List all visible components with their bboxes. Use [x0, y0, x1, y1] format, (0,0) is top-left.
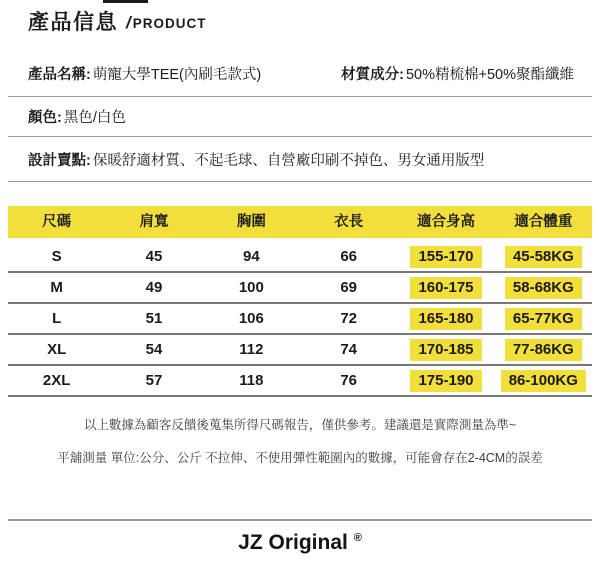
length-cell: 69	[340, 278, 357, 296]
weight-highlight: 77-86KG	[505, 339, 582, 361]
shoulder-cell: 51	[145, 309, 163, 327]
col-header-shoulder: 肩寬	[139, 214, 169, 230]
length-cell: 74	[340, 340, 357, 358]
material-pair	[341, 63, 574, 84]
height-cell	[397, 277, 494, 299]
weight-highlight: 86-100KG	[501, 370, 586, 392]
chest-cell: 106	[238, 309, 264, 327]
size-chart-header-row	[8, 206, 592, 238]
height-highlight: 165-180	[410, 308, 481, 330]
col-header-length: 衣長	[334, 214, 364, 230]
material-value: 50%精梳棉+50%聚酯纖維	[405, 66, 574, 83]
selling-points-value: 保暖舒適材質、不起毛球、自營廠印刷不掉色、男女通用版型	[92, 152, 485, 169]
page-title-zh: 產品信息	[28, 11, 118, 34]
weight-highlight: 65-77KG	[505, 308, 582, 330]
size-cell: M	[50, 278, 63, 296]
info-row-color	[8, 97, 592, 137]
footer-divider	[8, 519, 592, 521]
height-cell	[397, 246, 494, 268]
size-chart-body	[8, 242, 592, 397]
disclaimer-notes	[0, 409, 600, 475]
height-cell	[397, 370, 494, 392]
note-line-2: 平舖測量 單位:公分、公斤 不拉伸、不使用彈性範圍內的數據，可能會存在2-4CM的誤差	[57, 451, 543, 465]
slash-divider: /	[126, 13, 131, 32]
chest-cell: 100	[238, 278, 264, 296]
weight-cell	[495, 277, 592, 299]
size-cell: XL	[47, 340, 67, 358]
shoulder-cell: 54	[145, 340, 163, 358]
size-cell: L	[52, 309, 62, 327]
weight-cell	[495, 308, 592, 330]
top-crop-artifact	[103, 0, 148, 3]
page-title	[0, 0, 600, 50]
weight-cell	[495, 370, 592, 392]
selling-points-label: 設計賣點:	[28, 152, 91, 169]
color-value: 黑色/白色	[63, 110, 126, 126]
brand-name: JZ Original	[238, 531, 348, 554]
height-cell	[397, 339, 494, 361]
table-row-s	[8, 242, 592, 273]
weight-cell	[495, 246, 592, 268]
table-row-l	[8, 304, 592, 335]
col-header-height: 適合身高	[416, 214, 475, 230]
page-title-en: PRODUCT	[132, 16, 207, 31]
registered-mark: ®	[353, 532, 362, 544]
table-row-m	[8, 273, 592, 304]
height-highlight: 175-190	[410, 370, 481, 392]
weight-cell	[495, 339, 592, 361]
weight-highlight: 58-68KG	[505, 277, 582, 299]
size-cell: S	[51, 247, 62, 265]
length-cell: 66	[340, 247, 357, 265]
info-row-selling-points	[8, 137, 592, 182]
shoulder-cell: 49	[145, 278, 163, 296]
chest-cell: 112	[239, 340, 264, 358]
chest-cell: 118	[239, 371, 264, 389]
col-header-size: 尺碼	[42, 214, 72, 230]
length-cell: 72	[340, 309, 357, 327]
note-line-1: 以上數據為顧客反饋後蒐集所得尺碼報告，僅供參考。建議還是實際測量為準~	[83, 418, 517, 432]
height-highlight: 160-175	[410, 277, 481, 299]
height-highlight: 155-170	[410, 246, 481, 268]
product-name-pair	[28, 63, 261, 84]
col-header-chest: 胸圍	[236, 214, 266, 230]
col-header-weight: 適合體重	[514, 214, 573, 230]
product-name-label: 產品名稱:	[28, 66, 91, 83]
weight-highlight: 45-58KG	[505, 246, 582, 268]
size-cell: 2XL	[42, 371, 71, 389]
shoulder-cell: 57	[145, 371, 163, 389]
material-label: 材質成分:	[341, 66, 404, 83]
size-chart-table	[8, 206, 592, 397]
shoulder-cell: 45	[145, 247, 163, 265]
height-cell	[397, 308, 494, 330]
chest-cell: 94	[242, 247, 260, 265]
product-name-value: 萌寵大學TEE(內刷毛款式)	[92, 66, 262, 83]
info-row-name-material	[8, 50, 592, 97]
table-row-xl	[8, 335, 592, 366]
table-row-2xl	[8, 366, 592, 397]
brand-logo	[0, 531, 600, 555]
color-label: 顏色:	[28, 110, 62, 126]
info-section	[8, 50, 592, 182]
length-cell: 76	[340, 371, 357, 389]
height-highlight: 170-185	[410, 339, 481, 361]
